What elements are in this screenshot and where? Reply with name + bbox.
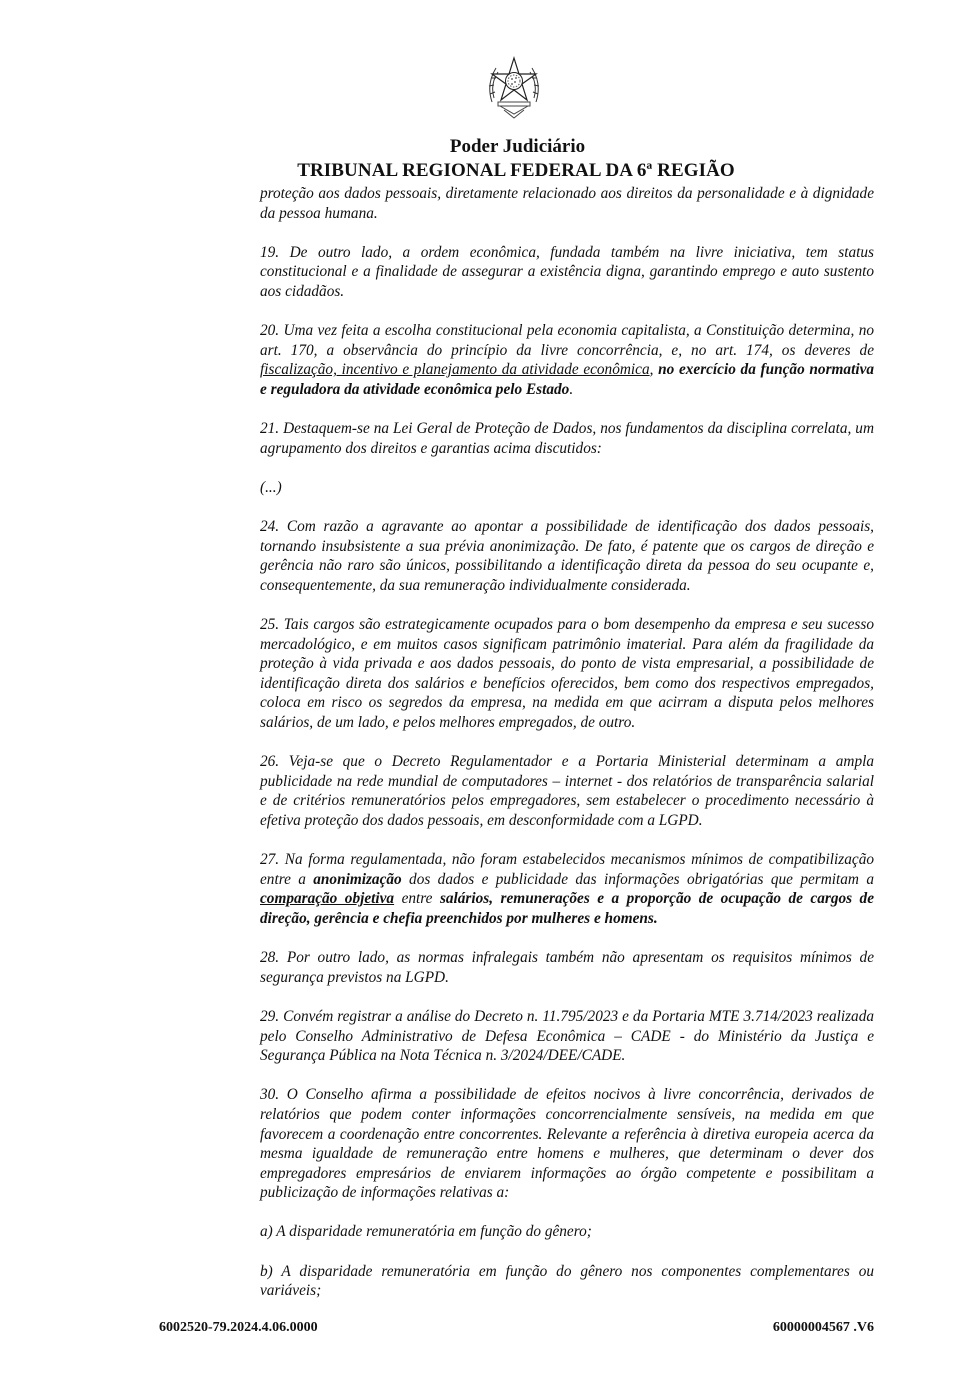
paragraph-21: 21. Destaquem-se na Lei Geral de Proteção de Dados, nos fundamentos da disciplina correlata, um agrupamento dos direitos e garantias acima discutidos: — [260, 420, 874, 457]
document-body — [260, 184, 874, 1320]
court-header — [0, 136, 980, 182]
court-header-line1: Poder Judiciário — [449, 136, 586, 157]
paragraph-20 — [260, 321, 874, 399]
paragraph-item-b: b) A disparidade remuneratória em função do gênero nos componentes complementares ou variáveis; — [260, 1262, 874, 1300]
paragraph-20-part-b: , — [649, 361, 659, 379]
paragraph-27-bold-underline: comparação objetiva — [260, 890, 395, 908]
paragraph-item-a: a) A disparidade remuneratória em função do gênero; — [260, 1223, 592, 1241]
paragraph-26: 26. Veja-se que o Decreto Regulamentador e a Portaria Ministerial determinam a ampla publicidade na rede mundial de computadores – internet - dos relatórios de transparência salarial e de critérios remuneratórios pelos empregadores, sem estabelecer o procedimento necessário à efetiva proteção dos dados pessoais, em desconformidade com a LGPD. — [260, 753, 874, 829]
paragraph-27 — [260, 850, 874, 928]
paragraph-30: 30. O Conselho afirma a possibilidade de efeitos nocivos à livre concorrência, derivados de relatórios que podem conter informações concorrencialmente sensíveis, na medida em que favorecem a coordenação entre concorrentes. Relevante a referência à diretiva europeia acerca da mesma igualdade de remuneração entre homens e mulheres, que determinam o dever dos empregadores empresários de enviarem informações ao órgão competente e possibilitam a publicização de informações relativas a: — [260, 1086, 874, 1202]
footer-process-number: 6002520-79.2024.4.06.0000 — [159, 1320, 318, 1335]
footer-document-id: 60000004567 .V6 — [772, 1320, 874, 1335]
paragraph-19: 19. De outro lado, a ordem econômica, fundada também na livre iniciativa, tem status constitucional e a finalidade de assegurar a existência digna, garantindo emprego e auto sustento aos cidadãos. — [260, 243, 874, 300]
paragraph-20-part-a: 20. Uma vez feita a escolha constitucional pela economia capitalista, a Constituição determina, no art. 170, a observância do princípio da livre concorrência, e, no art. 174, os deveres de — [260, 322, 874, 359]
paragraph-27-bold-underline-wrap — [260, 890, 394, 907]
paragraph-20-bold: no exercício da função normativa e reguladora da atividade econômica pelo Estado — [260, 361, 875, 398]
paragraph-25: 25. Tais cargos são estrategicamente ocupados para o bom desempenho da empresa e seu sucesso mercadológico, e em muitos casos significam patrimônio imaterial. Para além da fragilidade da proteção à vida privada e aos dados pessoais, do ponto de vista empresarial, a possibilidade de identificação direta dos salários e benefícios oferecidos, bem como dos respectivos empregados, coloca em risco os segredos da empresa, na medida em que acirram a disputa pelos melhores salários, de um lado, e pelos melhores empregados, de outro. — [260, 616, 874, 732]
paragraph-24: 24. Com razão a agravante ao apontar a possibilidade de identificação dos dados pessoais, tornando insubsistente a sua prévia anonimização. De fato, é patente que os cargos de direção e gerência não raro são únicos, possibilitando a identificação direta da pessoa do seu ocupante e, consequentemente, da sua remuneração individualmente considerada. — [260, 518, 874, 594]
paragraph-27-part-a: 27. Na forma regulamentada, não foram estabelecidos mecanismos mínimos de compatibilização entre a — [260, 851, 874, 888]
court-header-line2: TRIBUNAL REGIONAL FEDERAL DA 6ª REGIÃO — [297, 160, 735, 181]
paragraph-continuation: proteção aos dados pessoais, diretamente relacionado aos direitos da personalidade e à dignidade da pessoa humana. — [260, 185, 874, 222]
paragraph-20-part-c: . — [569, 380, 574, 398]
paragraph-27-bold-1: anonimização — [313, 870, 402, 888]
paragraph-20-underline: fiscalização, incentivo e planejamento da atividade econômica — [260, 361, 650, 379]
paragraph-27-bold-2: salários, remunerações e a proporção de ocupação de cargos de direção, gerência e chefia preenchidos por mulheres e homens. — [260, 890, 874, 927]
paragraph-27-part-c: entre — [394, 890, 440, 908]
brasao-republica-icon — [482, 54, 546, 124]
paragraph-29: 29. Convém registrar a análise do Decreto n. 11.795/2023 e da Portaria MTE 3.714/2023 realizada pelo Conselho Administrativo de Defesa Econômica – CADE - do Ministério da Justiça e Segurança Pública na Nota Técnica n. 3/2024/DEE/CADE. — [260, 1007, 874, 1065]
paragraph-27-part-b: dos dados e publicidade das informações obrigatórias que permitam a — [401, 870, 874, 888]
paragraph-28: 28. Por outro lado, as normas infralegais também não apresentam os requisitos mínimos de segurança previstos na LGPD. — [260, 949, 874, 986]
paragraph-ellipsis: (...) — [260, 478, 282, 496]
